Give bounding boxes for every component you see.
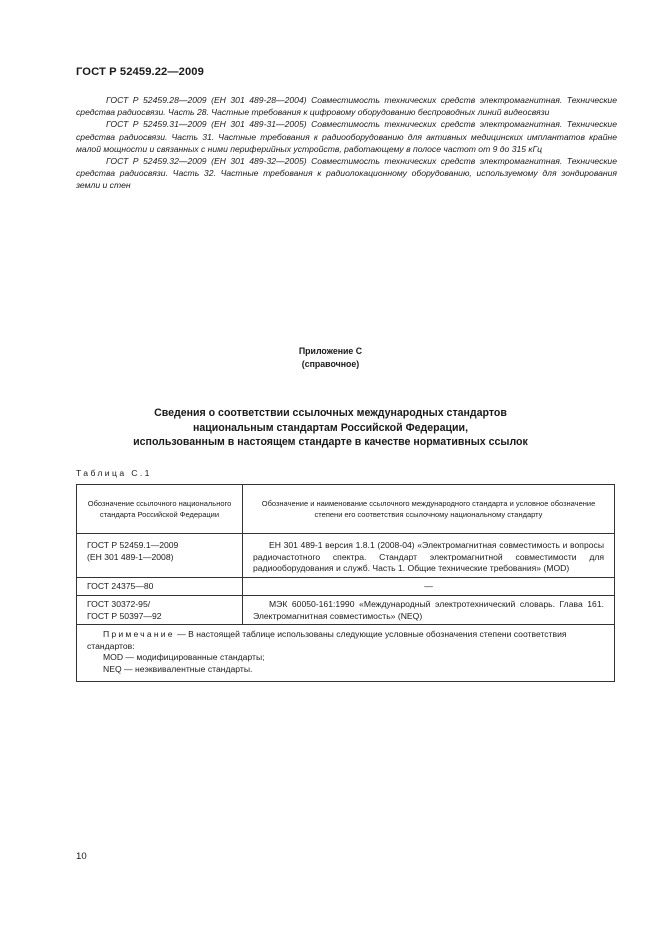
correspondence-table <box>76 484 615 682</box>
table-row <box>77 534 615 578</box>
international-standard-cell: ЕН 301 489-1 версия 1.8.1 (2008-04) «Электромагнитная совместимость и вопросы радиочастотного спектра. Стандарт электромагнитной совместимости для радиооборудования и служб. Часть 1. Общие технические требования» (MOD) <box>243 534 615 578</box>
page-number: 10 <box>76 851 87 862</box>
bibliography-entry: ГОСТ Р 52459.31—2009 (ЕН 301 489-31—2005) Совместимость технических средств электромагнитная. Технические средства радиосвязи. Часть 31. Частные требования к радиооборудованию для активных медицинских имплантатов крайне малой мощности и связанных с ними периферийных устройств, работающему в полосе частот от 9 до 315 кГц <box>76 119 617 154</box>
title-line: использованным в настоящем стандарте в качестве нормативных ссылок <box>133 436 528 448</box>
national-standard-cell <box>77 577 243 596</box>
national-designation: ГОСТ 24375—80 <box>87 580 154 591</box>
header-international-standard: Обозначение и наименование ссылочного международного стандарта и условное обозначение степени его соответствия ссылочному национальному стандарту <box>243 485 615 534</box>
bibliography-entry: ГОСТ Р 52459.32—2009 (ЕН 301 489-32—2005) Совместимость технических средств электромагнитная. Технические средства радиосвязи. Часть 32. Частные требования к радиолокационному оборудованию, используемому для зондирования земли и стен <box>76 156 617 191</box>
annex-label: Приложение С <box>298 346 363 356</box>
note-prefix: Примечание <box>103 629 175 639</box>
international-standard-cell: — <box>243 577 615 596</box>
national-designation: (ЕН 301 489-1—2008) <box>87 551 174 562</box>
table-header-row <box>77 485 615 534</box>
header-national-standard: Обозначение ссылочного национального стандарта Российской Федерации <box>77 485 243 534</box>
national-designation: ГОСТ 30372-95/ <box>87 599 151 609</box>
note-item: MOD — модифицированные стандарты; <box>103 652 265 662</box>
table-row <box>77 577 615 596</box>
bibliography-entry: ГОСТ Р 52459.28—2009 (ЕН 301 489-28—2004) Совместимость технических средств электромагнитная. Технические средства радиосвязи. Часть 28. Частные требования к цифровому оборудованию беспроводных линий видеосвязи <box>76 95 617 118</box>
national-designation: ГОСТ Р 50397—92 <box>87 610 162 621</box>
annex-status: (справочное) <box>301 359 360 369</box>
national-standard-cell <box>77 534 243 578</box>
national-standard-cell <box>77 596 243 625</box>
title-line: Сведения о соответствии ссылочных международных стандартов <box>154 407 507 419</box>
bibliography-list <box>76 94 617 192</box>
title-line: национальным стандартам Российской Федерации, <box>192 421 469 434</box>
table-note-row <box>77 625 615 682</box>
international-standard-cell: МЭК 60050-161:1990 «Международный электротехнический словарь. Глава 161. Электромагнитная совместимость» (NEQ) <box>243 596 615 625</box>
note-text: — В настоящей таблице использованы следующие условные обозначения степени соответствия стандартов: <box>87 629 567 651</box>
document-code-header: ГОСТ Р 52459.22—2009 <box>76 66 204 78</box>
table-note <box>77 625 615 682</box>
annex-title <box>0 406 661 450</box>
table-caption: Таблица С.1 <box>76 468 152 478</box>
note-item: NEQ — неэквивалентные стандарты. <box>103 663 253 674</box>
table-row <box>77 596 615 625</box>
national-designation: ГОСТ Р 52459.1—2009 <box>87 540 179 550</box>
